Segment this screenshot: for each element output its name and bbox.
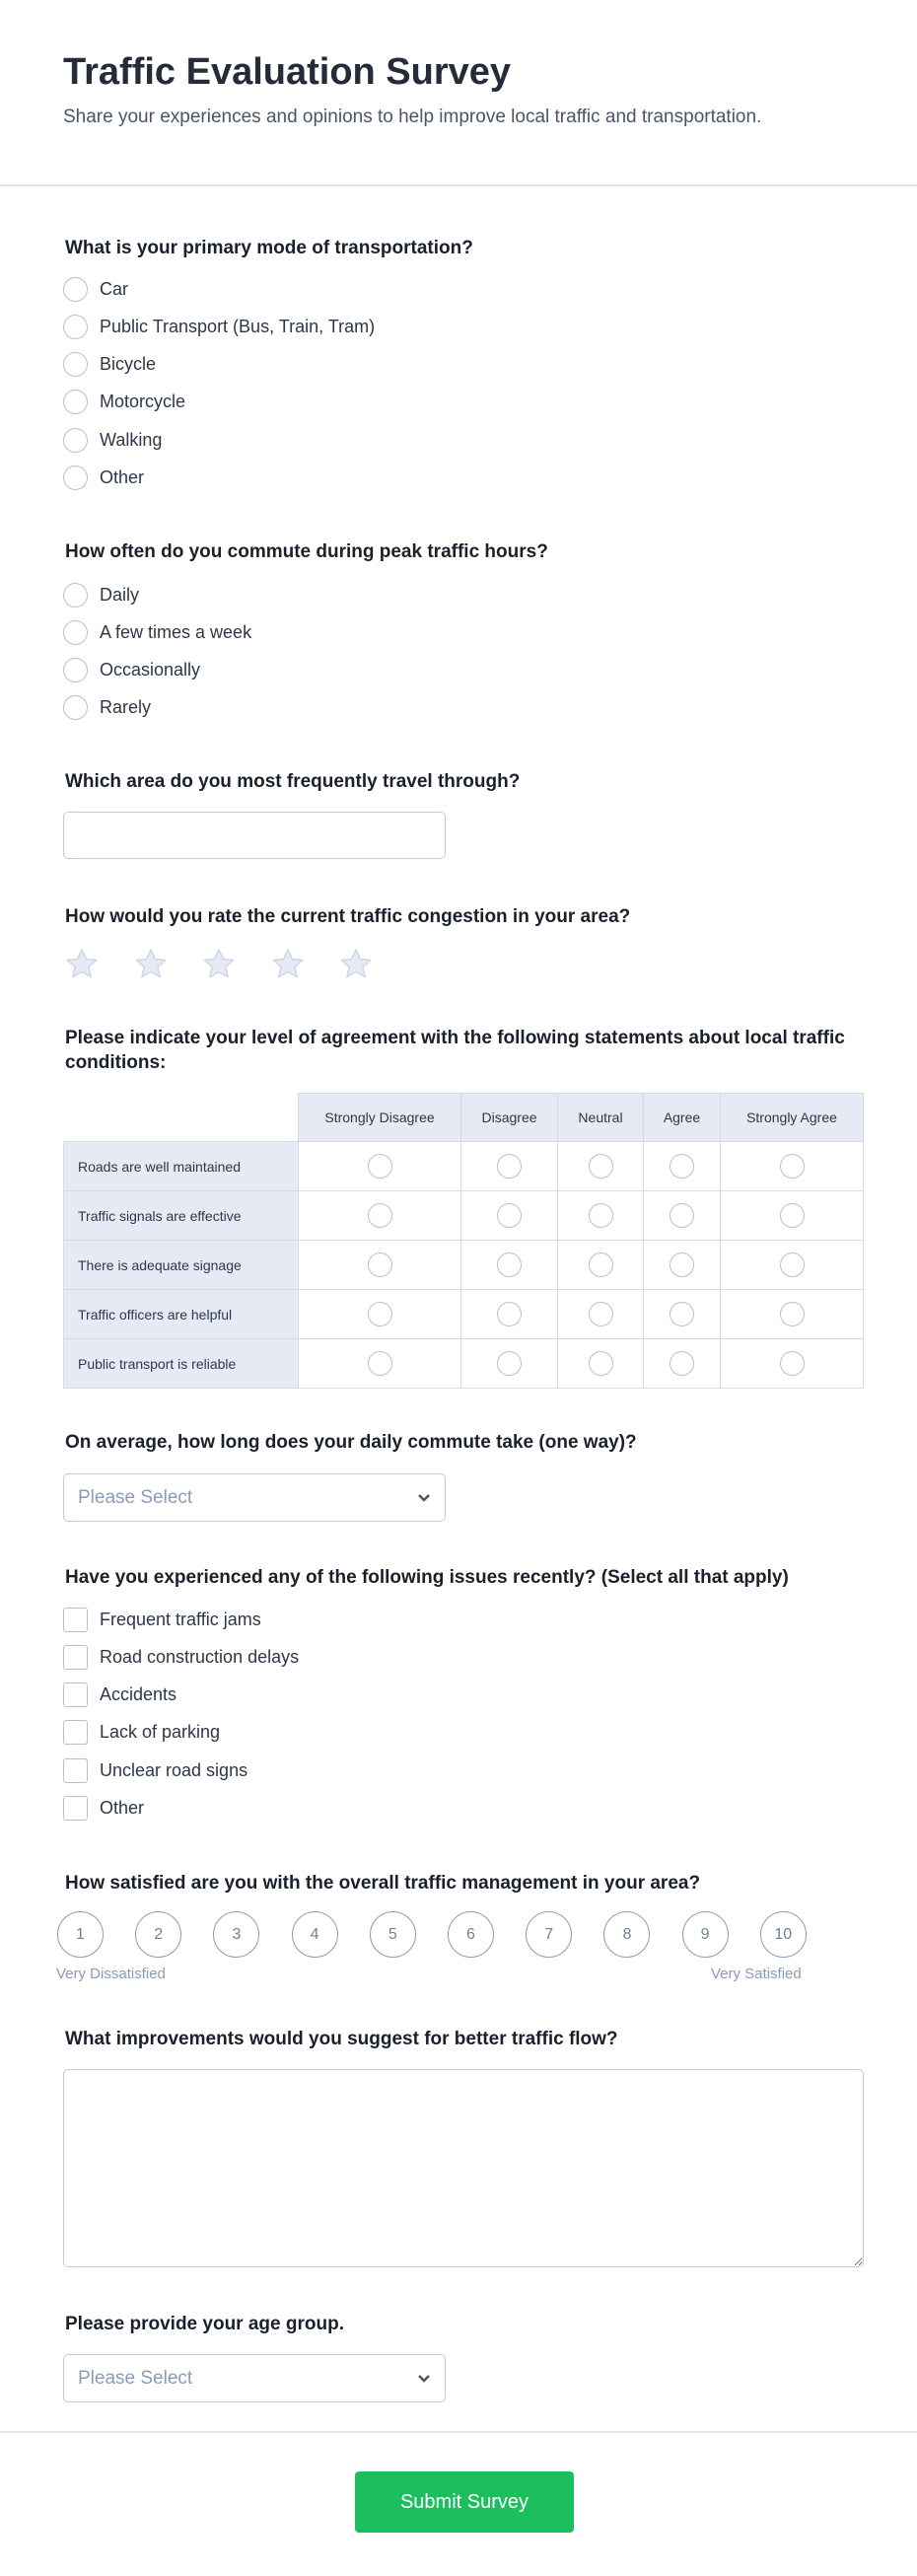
matrix-cell bbox=[299, 1339, 461, 1389]
scale-option-6[interactable] bbox=[448, 1911, 494, 1958]
radio-button[interactable] bbox=[670, 1154, 694, 1179]
scale-number: 3 bbox=[232, 1925, 242, 1943]
matrix-cell bbox=[721, 1290, 864, 1339]
radio-button[interactable] bbox=[63, 428, 88, 453]
matrix-row-label: Public transport is reliable bbox=[64, 1339, 299, 1389]
option-label: Walking bbox=[100, 429, 163, 450]
checkbox[interactable] bbox=[63, 1758, 88, 1783]
radio-button[interactable] bbox=[780, 1154, 805, 1179]
matrix-cell bbox=[558, 1142, 644, 1191]
age-group-select[interactable] bbox=[63, 2354, 446, 2402]
q8-label: How satisfied are you with the overall traffic management in your area? bbox=[65, 1873, 701, 1894]
radio-button[interactable] bbox=[63, 620, 88, 645]
scale-option-9[interactable] bbox=[682, 1911, 729, 1958]
star-icon[interactable] bbox=[132, 947, 170, 987]
radio-button[interactable] bbox=[670, 1351, 694, 1376]
radio-button[interactable] bbox=[497, 1154, 522, 1179]
matrix-cell bbox=[461, 1339, 558, 1389]
option-label: Motorcycle bbox=[100, 392, 186, 412]
scale-min-label: Very Dissatisfied bbox=[56, 1966, 166, 1982]
matrix-cell bbox=[461, 1290, 558, 1339]
q10-label: Please provide your age group. bbox=[65, 2314, 344, 2334]
radio-button[interactable] bbox=[589, 1203, 613, 1228]
option-label: Public Transport (Bus, Train, Tram) bbox=[100, 316, 376, 336]
scale-option-8[interactable] bbox=[603, 1911, 650, 1958]
q2-label: How often do you commute during peak traffic hours? bbox=[65, 541, 548, 562]
radio-option[interactable] bbox=[63, 695, 151, 721]
matrix-cell bbox=[299, 1142, 461, 1191]
matrix-cell bbox=[299, 1241, 461, 1290]
scale-number: 1 bbox=[76, 1925, 85, 1943]
radio-button[interactable] bbox=[63, 583, 88, 608]
radio-button[interactable] bbox=[63, 390, 88, 414]
q1-label: What is your primary mode of transportation? bbox=[65, 238, 473, 258]
scale-number: 10 bbox=[774, 1925, 793, 1943]
matrix-row bbox=[64, 1142, 864, 1191]
radio-button[interactable] bbox=[368, 1302, 392, 1326]
radio-button[interactable] bbox=[63, 658, 88, 682]
radio-button[interactable] bbox=[497, 1252, 522, 1277]
chevron-down-icon bbox=[417, 1487, 431, 1509]
matrix-row bbox=[64, 1290, 864, 1339]
improvements-textarea[interactable] bbox=[63, 2069, 864, 2267]
radio-button[interactable] bbox=[63, 465, 88, 490]
radio-button[interactable] bbox=[497, 1351, 522, 1376]
matrix-cell bbox=[558, 1191, 644, 1241]
matrix-cell bbox=[721, 1339, 864, 1389]
option-label: Other bbox=[100, 1798, 145, 1818]
radio-button[interactable] bbox=[368, 1203, 392, 1228]
radio-button[interactable] bbox=[368, 1154, 392, 1179]
matrix-row-label: Traffic officers are helpful bbox=[64, 1290, 299, 1339]
scale-number: 6 bbox=[466, 1925, 475, 1943]
q6-label: On average, how long does your daily commute take (one way)? bbox=[65, 1432, 637, 1453]
radio-option[interactable] bbox=[63, 314, 375, 339]
radio-button[interactable] bbox=[497, 1203, 522, 1228]
matrix-column-header: Strongly Agree bbox=[721, 1094, 864, 1142]
matrix-row-label: There is adequate signage bbox=[64, 1241, 299, 1290]
matrix-cell bbox=[461, 1142, 558, 1191]
option-label: Other bbox=[100, 467, 145, 487]
matrix-cell bbox=[558, 1290, 644, 1339]
matrix-row-label: Traffic signals are effective bbox=[64, 1191, 299, 1241]
checkbox-option[interactable] bbox=[63, 1757, 247, 1783]
option-label: Lack of parking bbox=[100, 1722, 221, 1743]
select-placeholder: Please Select bbox=[78, 2367, 193, 2389]
page-title: Traffic Evaluation Survey bbox=[63, 51, 512, 93]
radio-button[interactable] bbox=[63, 352, 88, 377]
checkbox-option[interactable] bbox=[63, 1682, 176, 1708]
matrix-row bbox=[64, 1191, 864, 1241]
scale-number: 2 bbox=[154, 1925, 164, 1943]
star-icon[interactable] bbox=[269, 947, 307, 987]
option-label: A few times a week bbox=[100, 621, 252, 642]
checkbox-option[interactable] bbox=[63, 1720, 220, 1746]
matrix-row-label: Roads are well maintained bbox=[64, 1142, 299, 1191]
q4-label: How would you rate the current traffic congestion in your area? bbox=[65, 906, 631, 927]
matrix-cell bbox=[644, 1142, 721, 1191]
scale-option-10[interactable] bbox=[760, 1911, 807, 1958]
radio-button[interactable] bbox=[780, 1203, 805, 1228]
q9-label: What improvements would you suggest for better traffic flow? bbox=[65, 2029, 618, 2049]
select-placeholder: Please Select bbox=[78, 1486, 193, 1508]
option-label: Car bbox=[100, 278, 129, 299]
radio-button[interactable] bbox=[780, 1351, 805, 1376]
checkbox[interactable] bbox=[63, 1682, 88, 1707]
scale-number: 7 bbox=[544, 1925, 554, 1943]
option-label: Road construction delays bbox=[100, 1646, 300, 1667]
checkbox[interactable] bbox=[63, 1796, 88, 1821]
matrix-column-header: Disagree bbox=[461, 1094, 558, 1142]
scale-option-7[interactable] bbox=[526, 1911, 572, 1958]
matrix-corner bbox=[64, 1094, 299, 1142]
matrix-cell bbox=[558, 1339, 644, 1389]
radio-option[interactable] bbox=[63, 658, 200, 683]
radio-button[interactable] bbox=[368, 1351, 392, 1376]
matrix-column-header: Strongly Disagree bbox=[299, 1094, 461, 1142]
radio-option[interactable] bbox=[63, 276, 128, 302]
matrix-cell bbox=[299, 1290, 461, 1339]
matrix-cell bbox=[721, 1241, 864, 1290]
page-subtitle: Share your experiences and opinions to help improve local traffic and transportation. bbox=[63, 107, 762, 127]
q5-label: Please indicate your level of agreement with the following statements about local traffic conditions: bbox=[65, 1028, 845, 1073]
radio-button[interactable] bbox=[670, 1203, 694, 1228]
q3-label: Which area do you most frequently travel through? bbox=[65, 771, 521, 792]
checkbox[interactable] bbox=[63, 1608, 88, 1632]
scale-number: 9 bbox=[700, 1925, 710, 1943]
agreement-matrix bbox=[63, 1093, 864, 1389]
area-input[interactable] bbox=[63, 812, 446, 859]
radio-button[interactable] bbox=[63, 695, 88, 720]
option-label: Daily bbox=[100, 584, 140, 605]
checkbox-option[interactable] bbox=[63, 1644, 299, 1670]
matrix-cell bbox=[721, 1191, 864, 1241]
option-label: Unclear road signs bbox=[100, 1759, 248, 1780]
matrix-cell bbox=[644, 1191, 721, 1241]
matrix-column-header: Neutral bbox=[558, 1094, 644, 1142]
radio-option[interactable] bbox=[63, 465, 144, 491]
checkbox-option[interactable] bbox=[63, 1796, 144, 1822]
matrix-cell bbox=[644, 1290, 721, 1339]
option-label: Bicycle bbox=[100, 354, 157, 375]
scale-option-1[interactable] bbox=[57, 1911, 104, 1958]
option-label: Accidents bbox=[100, 1684, 177, 1705]
matrix-row bbox=[64, 1339, 864, 1389]
radio-button[interactable] bbox=[497, 1302, 522, 1326]
radio-button[interactable] bbox=[670, 1302, 694, 1326]
scale-number: 4 bbox=[310, 1925, 319, 1943]
radio-option[interactable] bbox=[63, 352, 156, 378]
scale-number: 5 bbox=[388, 1925, 397, 1943]
radio-button[interactable] bbox=[589, 1302, 613, 1326]
radio-option[interactable] bbox=[63, 390, 185, 415]
radio-option[interactable] bbox=[63, 582, 139, 608]
footer-divider bbox=[0, 2431, 917, 2433]
radio-button[interactable] bbox=[780, 1302, 805, 1326]
radio-button[interactable] bbox=[368, 1252, 392, 1277]
matrix-cell bbox=[461, 1241, 558, 1290]
scale-option-5[interactable] bbox=[370, 1911, 416, 1958]
q7-label: Have you experienced any of the following issues recently? (Select all that apply) bbox=[65, 1567, 789, 1588]
matrix-row bbox=[64, 1241, 864, 1290]
scale-option-3[interactable] bbox=[213, 1911, 259, 1958]
submit-button[interactable]: Submit Survey bbox=[355, 2471, 574, 2533]
matrix-column-header: Agree bbox=[644, 1094, 721, 1142]
star-icon[interactable] bbox=[63, 947, 101, 987]
star-icon[interactable] bbox=[337, 947, 375, 987]
radio-option[interactable] bbox=[63, 619, 251, 645]
header-divider bbox=[0, 184, 917, 186]
checkbox-option[interactable] bbox=[63, 1607, 261, 1632]
radio-option[interactable] bbox=[63, 427, 162, 453]
star-icon[interactable] bbox=[200, 947, 238, 987]
radio-button[interactable] bbox=[670, 1252, 694, 1277]
matrix-cell bbox=[299, 1191, 461, 1241]
matrix-cell bbox=[558, 1241, 644, 1290]
option-label: Occasionally bbox=[100, 660, 201, 680]
scale-option-2[interactable] bbox=[135, 1911, 181, 1958]
radio-button[interactable] bbox=[589, 1154, 613, 1179]
matrix-cell bbox=[461, 1191, 558, 1241]
scale-max-label: Very Satisfied bbox=[711, 1966, 802, 1982]
radio-button[interactable] bbox=[63, 315, 88, 339]
matrix-cell bbox=[721, 1142, 864, 1191]
checkbox[interactable] bbox=[63, 1720, 88, 1745]
scale-number: 8 bbox=[622, 1925, 632, 1943]
radio-button[interactable] bbox=[780, 1252, 805, 1277]
option-label: Frequent traffic jams bbox=[100, 1609, 261, 1629]
matrix-cell bbox=[644, 1241, 721, 1290]
radio-button[interactable] bbox=[63, 277, 88, 302]
checkbox[interactable] bbox=[63, 1645, 88, 1670]
radio-button[interactable] bbox=[589, 1252, 613, 1277]
scale-option-4[interactable] bbox=[292, 1911, 338, 1958]
commute-duration-select[interactable] bbox=[63, 1473, 446, 1522]
chevron-down-icon bbox=[417, 2368, 431, 2390]
option-label: Rarely bbox=[100, 697, 152, 718]
radio-button[interactable] bbox=[589, 1351, 613, 1376]
matrix-cell bbox=[644, 1339, 721, 1389]
